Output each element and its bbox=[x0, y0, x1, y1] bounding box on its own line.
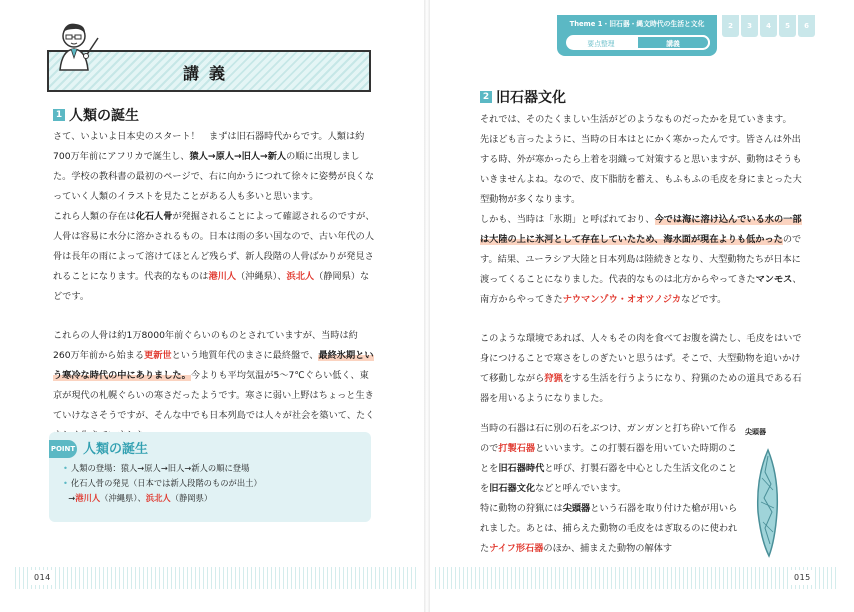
paragraph: 特に動物の狩猟には尖頭器という石器を取り付けた槍が用いられました。あとは、捕らえた動物の毛皮をはぎ取るのに使われたナイフ形石器のほか、捕まえた動物の解体す bbox=[480, 503, 738, 554]
page-number-right: 015 bbox=[790, 570, 815, 585]
figure-label: 尖頭器 bbox=[745, 428, 766, 436]
list-item: →港川人（沖縄県）、浜北人（静岡県） bbox=[68, 493, 213, 503]
teacher-illustration-icon bbox=[52, 18, 100, 74]
spear-point-illustration-icon bbox=[745, 432, 789, 560]
footer-stripe-right bbox=[435, 567, 839, 589]
section2-number: 2 bbox=[480, 91, 492, 103]
section2-body-bottom bbox=[480, 419, 742, 559]
section1-heading bbox=[53, 105, 139, 125]
point-title: 人類の誕生 bbox=[83, 442, 149, 457]
footer-stripe-left bbox=[15, 567, 419, 589]
list-item: • 人類の登場：猿人→原人→旧人→新人の順に登場 bbox=[63, 463, 250, 473]
tab-summary[interactable]: 要点整理 bbox=[587, 39, 615, 48]
tab-lecture[interactable]: 講義 bbox=[636, 35, 710, 50]
theme-tab-6[interactable]: 6 bbox=[798, 15, 815, 37]
subtabs bbox=[566, 35, 710, 50]
section2-heading bbox=[480, 87, 566, 107]
theme-tab-3[interactable]: 3 bbox=[741, 15, 758, 37]
paragraph: このような環境であれば、人々もその肉を食べてお腹を満たし、毛皮をはいで身につけることで寒さをしのぎたいと思うはず。そこで、大型動物を追いかけて移動しながら狩猟をする生活を行うようになり、狩猟のための道具である石器を用いるようになりました。 bbox=[480, 333, 802, 404]
paragraph: しかも、当時は「氷期」と呼ばれており、今では海に溶け込んでいる水の一部は大陸の上に氷河として存在していたため、海水面が現在よりも低かったのです。結果、ユーラシア大陸と日本列島は陸続きとなり、大型動物たちが日本に渡ってくることになりました。代表的なものは北方からやってきたマンモス、南方からやってきたナウマンゾウ・オオツノジカなどです。 bbox=[480, 214, 802, 305]
theme-tab-2[interactable]: 2 bbox=[722, 15, 739, 37]
gutter bbox=[424, 0, 430, 612]
section2-body-top bbox=[480, 110, 802, 409]
paragraph: さて、いよいよ日本史のスタート！ まずは旧石器時代からです。人類は約700万年前にアフリカで誕生し、猿人→原人→旧人→新人の順に出現しました。学校の教科書の最初のページで、右に向かうにつれて徐々に姿勢が良くなっていく人類のイラストを見たことがある人も多いと思います。 bbox=[53, 131, 375, 202]
paragraph: これら人類の存在は化石人骨が発掘されることによって確認されるのですが、人骨は容易に水分に溶かされるもの。日本は雨の多い国なので、古い年代の人骨は長年の雨によって溶けてほとんど残らず、新人段階の人骨ばかりが発見されることになります。代表的なものは港川人（沖縄県）、浜北人（静岡県）などです。 bbox=[53, 211, 375, 302]
section1-number: 1 bbox=[53, 109, 65, 121]
paragraph: それでは、そのたくましい生活がどのようなものだったかを見ていきます。 bbox=[480, 114, 792, 125]
paragraph: これらの人骨は約1万8000年前ぐらいのものとされていますが、当時は約260万年前から始まる更新世という地質年代のまさに最終盤で、最終氷期という寒冷な時代の中にありました。今よりも平均気温が5～7℃ぐらい低く、東京が現代の札幌ぐらいの寒さだったようです。寒さに弱い上野はちょっと生きていけなさそうですが、そんな中でも日本列島では人々が社会を築いて、たく bbox=[53, 330, 375, 421]
point-badge: POINT bbox=[49, 440, 77, 458]
section1-title: 人類の誕生 bbox=[69, 108, 139, 124]
page-number-left: 014 bbox=[30, 570, 55, 585]
paragraph: 先ほども言ったように、当時の日本はとにかく寒かったんです。皆さんは外出する時、外が寒かったら上着を羽織って対策すると思いますが、動物はそうもいきませんよね。なので、皮下脂肪を蓄え、もふもふの毛皮を身にまとった大型動物が多くなります。 bbox=[480, 134, 802, 205]
theme-label: Theme 1・旧石器・縄文時代の生活と文化 bbox=[569, 20, 705, 28]
theme-tab-5[interactable]: 5 bbox=[779, 15, 796, 37]
section1-body bbox=[53, 127, 375, 446]
paragraph: 当時の石器は石に別の石をぶつけ、ガンガンと打ち砕いて作るので打製石器といいます。この打製石器を用いていた時期のことを旧石器時代と呼び、打製石器を中心とした生活文化のことを旧石器文化などと呼んでいます。 bbox=[480, 423, 737, 494]
section2-title: 旧石器文化 bbox=[496, 90, 566, 106]
point-list bbox=[63, 461, 262, 506]
point-box bbox=[49, 432, 371, 522]
theme-tab-4[interactable]: 4 bbox=[760, 15, 777, 37]
banner-title: 講義 bbox=[182, 64, 235, 83]
list-item: • 化石人骨の発見（日本では新人段階のものが出土） bbox=[63, 478, 262, 488]
